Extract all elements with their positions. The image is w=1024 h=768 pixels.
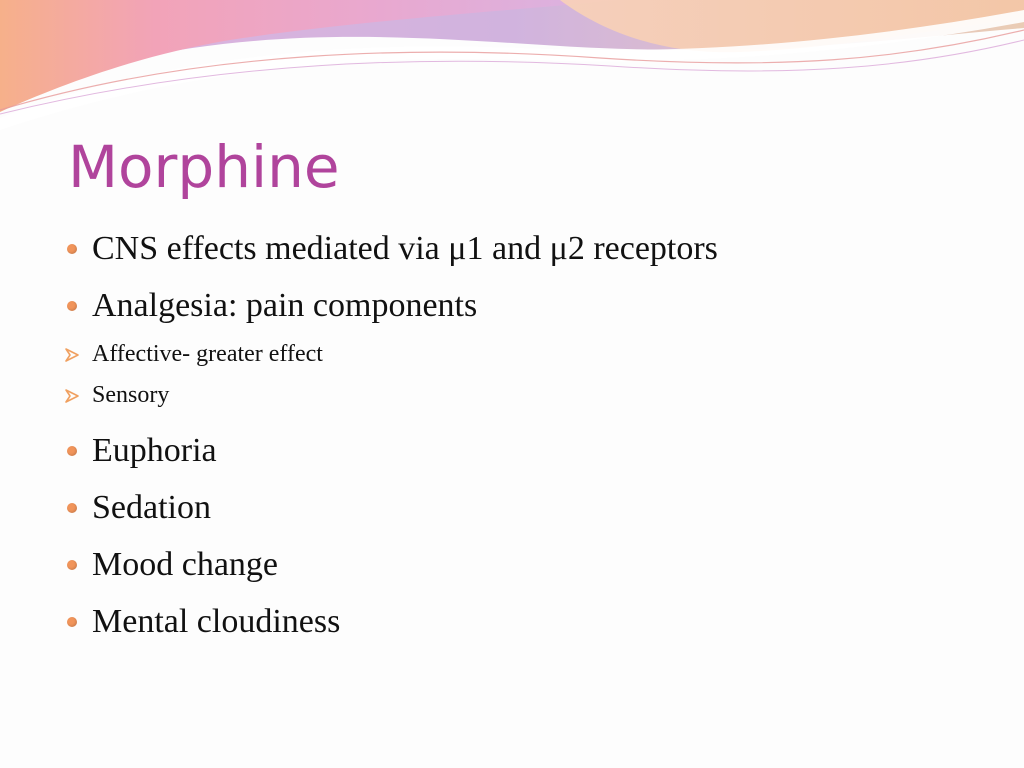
- bullet-text: Euphoria: [92, 431, 217, 469]
- bullet-text: Mood change: [92, 545, 279, 583]
- orange-dot-bullet-icon: [62, 244, 82, 254]
- bullet-text: Mental cloudiness: [92, 602, 341, 640]
- orange-dot-bullet-icon: [62, 301, 82, 311]
- arrow-bullet-icon: [62, 347, 82, 363]
- bullet-text: Sedation: [92, 488, 211, 526]
- orange-dot-bullet-icon: [62, 503, 82, 513]
- bullet-item: [62, 220, 962, 277]
- bullet-item: [62, 593, 962, 650]
- arrow-bullet-icon: [62, 388, 82, 404]
- decorative-swoosh-header: [0, 0, 1024, 130]
- bullet-item: [62, 422, 962, 479]
- sub-bullet-item: [62, 375, 962, 416]
- orange-dot-bullet-icon: [62, 617, 82, 627]
- bullet-item: [62, 277, 962, 334]
- sub-bullet-text: Sensory: [92, 382, 170, 408]
- slide-title: Morphine: [68, 133, 340, 201]
- sub-bullet-item: [62, 334, 962, 375]
- bullet-text: CNS effects mediated via μ1 and μ2 receptors: [92, 229, 718, 267]
- orange-dot-bullet-icon: [62, 446, 82, 456]
- sub-bullet-text: Affective- greater effect: [92, 341, 323, 367]
- bullet-list: [62, 220, 962, 650]
- orange-dot-bullet-icon: [62, 560, 82, 570]
- bullet-item: [62, 479, 962, 536]
- bullet-item: [62, 536, 962, 593]
- bullet-text: Analgesia: pain components: [92, 286, 478, 324]
